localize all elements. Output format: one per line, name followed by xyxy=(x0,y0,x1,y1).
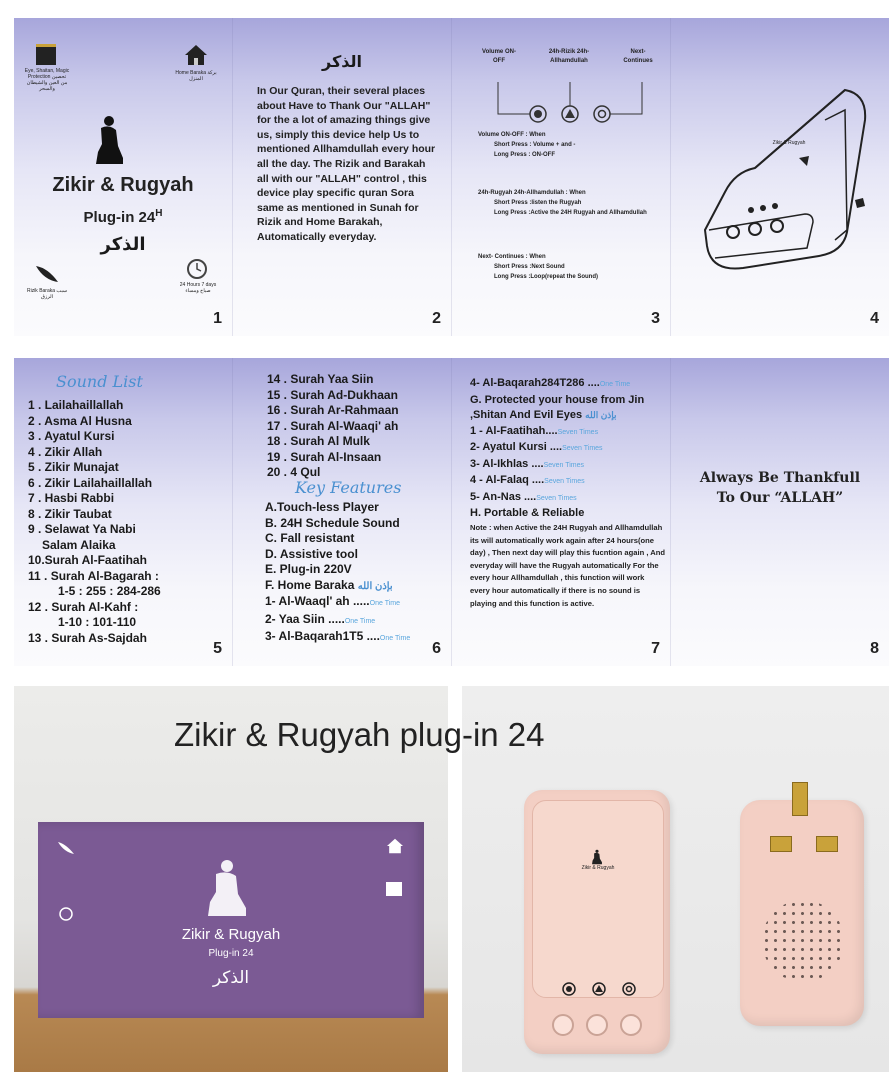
page-number: 2 xyxy=(432,310,441,327)
photo-caption: Zikir & Rugyah plug-in 24 xyxy=(174,716,545,753)
list-item: 17 . Surah Al-Waaqi' ah xyxy=(267,418,399,433)
list-item: 5- An-Nas ....Seven Times xyxy=(470,490,577,503)
label-next: Next- Continues xyxy=(623,49,653,64)
leaflet-panel-6 xyxy=(233,358,452,666)
list-item: H. Portable & Reliable xyxy=(470,507,585,519)
leaflet-panel-1 xyxy=(14,18,233,336)
page-number: 8 xyxy=(870,640,879,657)
box-clock-icon xyxy=(58,906,74,922)
list-item: 10.Surah Al-Faatihah xyxy=(28,553,147,567)
device-button-3[interactable] xyxy=(620,1014,642,1036)
device-icons xyxy=(561,981,637,997)
device-praying-man-icon xyxy=(591,849,603,865)
box-kaaba-icon xyxy=(386,882,402,896)
note-paragraph: Note : when Active the 24H Rugyah and Allhamdullah its will automatically work again after 24 hours(one day) , Then next day will play this fucntion again , And everyday will have the Rugyah automatically For the every hour Allhamdullah , this function will work every hour automatically if there is no sound is playing and this function is active. xyxy=(470,523,666,608)
button-diagram xyxy=(482,76,652,136)
list-item: E. Plug-in 220V xyxy=(265,562,352,576)
list-item: 2- Ayatul Kursi ....Seven Times xyxy=(470,441,603,453)
next-button-icon xyxy=(594,106,610,122)
page-number: 7 xyxy=(651,640,660,657)
plug-pin-top xyxy=(792,782,808,816)
leaflet-row-2 xyxy=(14,358,889,666)
list-item: F. Home Baraka بإذن الله xyxy=(265,577,393,592)
list-item: 8 . Zikir Taubat xyxy=(28,506,112,521)
list-item: 5 . Zikir Munajat xyxy=(28,460,119,474)
list-item: 19 . Surah Al-Insaan xyxy=(267,449,382,464)
sec1: Volume ON-OFF : When Short Press : Volume + and - Long Press : ON-OFF xyxy=(478,132,576,158)
label-volume: Volume ON-OFF xyxy=(482,49,516,64)
leaflet-panel-4 xyxy=(671,18,889,336)
list-item: 4 - Al-Falaq ....Seven Times xyxy=(470,474,585,486)
list-item: G. Protected your house from Jin xyxy=(470,393,645,406)
list-item: 1-5 : 255 : 284-286 xyxy=(58,584,161,598)
product-box xyxy=(38,822,424,1018)
list-item: 1-10 : 101-110 xyxy=(58,615,137,629)
list-item: 2- Yaa Siin .....One Time xyxy=(265,611,376,626)
device-front xyxy=(524,790,670,1054)
list-item: 1- Al-Waaql' ah .....One Time xyxy=(265,594,401,608)
sound-list-heading: Sound List xyxy=(56,372,143,391)
plug-pin-right xyxy=(816,836,838,852)
list-item: D. Assistive tool xyxy=(265,546,358,561)
list-item: 15 . Surah Ad-Dukhaan xyxy=(267,387,398,402)
page-number: 5 xyxy=(213,640,222,657)
list-item: 3 . Ayatul Kursi xyxy=(28,429,115,443)
list-item: C. Fall resistant xyxy=(265,531,355,545)
plug-pin-left xyxy=(770,836,792,852)
device-button-3-icon xyxy=(771,220,783,232)
label-rizik: 24h-Rizik 24h-Allhamdullah xyxy=(548,49,590,64)
leaflet-panel-5 xyxy=(14,358,233,666)
device-label: Zikir & Rugyah xyxy=(772,140,806,146)
box-home-icon xyxy=(386,838,404,854)
device-line-drawing xyxy=(695,80,875,270)
box-arabic: الذكر xyxy=(212,968,250,988)
sec2: 24h-Rugyah 24h-Allhamdullah : When Short Press :listen the Rugyah Long Press :Active the 24H Rugyah and Allhamdullah xyxy=(478,190,647,216)
list-item: 14 . Surah Yaa Siin xyxy=(267,372,374,386)
list-item: 16 . Surah Ar-Rahmaan xyxy=(267,403,399,417)
kaaba-icon xyxy=(36,44,56,65)
box-praying-man-icon xyxy=(204,858,250,918)
product-title: Zikir & Rugyah xyxy=(52,174,194,196)
leaflet-panel-2 xyxy=(233,18,452,336)
feather-icon xyxy=(34,264,60,284)
list-item: ,Shitan And Evil Eyes بإذن الله xyxy=(470,409,617,421)
device-button-2[interactable] xyxy=(586,1014,608,1036)
leaflet-row-1 xyxy=(14,18,889,336)
home-icon xyxy=(184,44,208,66)
speaker-grille xyxy=(762,900,844,982)
key-features-list xyxy=(265,500,410,647)
page-number: 3 xyxy=(651,310,660,327)
device-button-2-icon xyxy=(749,223,761,235)
list-item: 11 . Surah Al-Bagarah : xyxy=(28,568,159,583)
list-item: 4 . Zikir Allah xyxy=(28,444,103,459)
box-subtitle: Plug-in 24 xyxy=(208,948,254,959)
arabic-title: الذكر xyxy=(100,234,146,255)
sound-list xyxy=(28,398,161,646)
device-label: Zikir & Rugyah xyxy=(581,865,615,871)
leaflet-panel-3 xyxy=(452,18,671,336)
arabic-heading: الذكر xyxy=(322,52,362,71)
product-photo-row xyxy=(14,686,889,1072)
list-item: 2 . Asma Al Husna xyxy=(28,413,132,428)
praying-man-icon xyxy=(92,114,126,166)
device-button-1[interactable] xyxy=(552,1014,574,1036)
list-item: 3- Al-Ikhlas ....Seven Times xyxy=(470,457,585,470)
list-item: 9 . Selawat Ya Nabi xyxy=(28,522,136,536)
list-item: Salam Alaika xyxy=(42,537,116,552)
kaaba-caption: Eye, Shaitan, Magic Protection تحصين من العين والشيطان والسحر xyxy=(24,68,70,92)
device-button-1-icon xyxy=(727,226,739,238)
list-item: 18 . Surah Al Mulk xyxy=(267,434,370,448)
leaflet-panel-8 xyxy=(671,358,889,666)
sound-list-continued xyxy=(267,372,399,481)
page-number: 6 xyxy=(432,640,441,657)
list-item: 13 . Surah As-Sajdah xyxy=(28,630,147,645)
key-features-heading: Key Features xyxy=(295,478,402,497)
device-back xyxy=(740,800,864,1026)
clock-hand-icon xyxy=(186,258,208,280)
product-subtitle: Plug-in $24^H$ xyxy=(83,208,163,226)
list-item: A.Touch-less Player xyxy=(265,500,379,514)
closing-message: Always Be Thankfull To Our “ALLAH” xyxy=(699,470,861,506)
intro-paragraph: In Our Quran, their several places about Have to Thank Our "ALLAH" for the a lot of amazing things give us, simply this device help Us to mentioned Allhamdullah every hour all the day. The Rizik and Barakah all with our "ALLAH" control , this device play specific quran Sora same as mentioned in Sunah for Rizik and Home Barakah, Automatically everyday. xyxy=(257,85,436,243)
feature-list-continued xyxy=(470,376,670,522)
home-caption: Home Baraka بركة المنزل xyxy=(175,70,217,82)
device-front-panel xyxy=(532,800,664,998)
list-item: 20 . 4 Qul xyxy=(267,465,321,479)
list-item: 1 - Al-Faatihah....Seven Times xyxy=(470,424,599,437)
sec3: Next- Continues : When Short Press :Next Sound Long Press :Loop(repeat the Sound) xyxy=(478,254,599,280)
hours-caption: 24 Hours 7 days صباح ومساء xyxy=(179,282,217,294)
rizik-caption: Rizik Baraka سبب الرزق xyxy=(26,288,68,300)
list-item: B. 24H Schedule Sound xyxy=(265,515,400,530)
list-item: 7 . Hasbi Rabbi xyxy=(28,491,115,505)
page-number: 4 xyxy=(870,310,879,327)
list-item: 3- Al-Baqarah1T5 ....One Time xyxy=(265,629,411,643)
leaflet-panel-7 xyxy=(452,358,671,666)
box-feather-icon xyxy=(56,840,76,856)
page-number: 1 xyxy=(213,310,222,327)
list-item: 4- Al-Baqarah284T286 ....One Time xyxy=(470,377,631,389)
list-item: 6 . Zikir Lailahaillallah xyxy=(28,475,153,490)
list-item: 1 . Lailahaillallah xyxy=(28,398,124,412)
box-title: Zikir & Rugyah xyxy=(181,926,281,943)
list-item: 12 . Surah Al-Kahf : xyxy=(28,599,139,614)
